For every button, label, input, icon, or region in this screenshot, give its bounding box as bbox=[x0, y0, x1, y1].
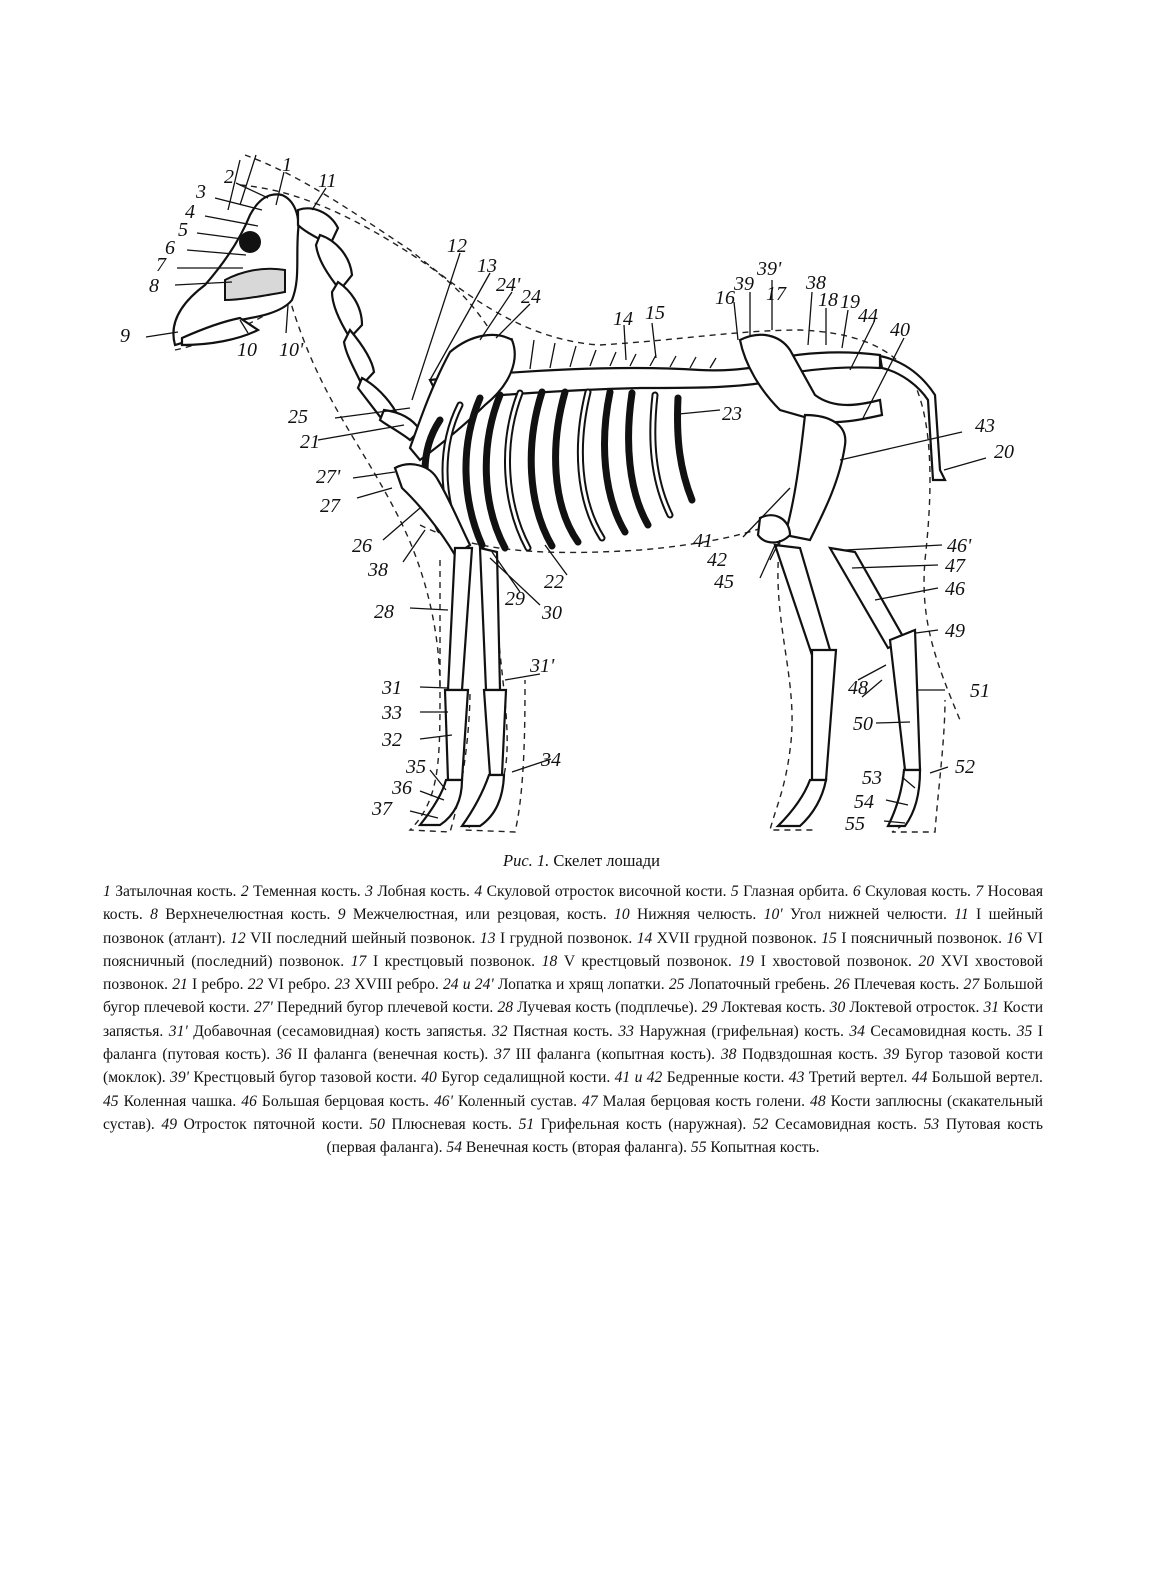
label-20: 20 bbox=[994, 441, 1014, 463]
legend-text: Наружная (грифельная) кость. bbox=[639, 1022, 844, 1040]
legend-number: 20 bbox=[918, 952, 935, 970]
legend-number: 45 bbox=[103, 1092, 119, 1110]
legend-text: VI поясничный (последний) позвонок. bbox=[103, 929, 1043, 970]
label-13: 13 bbox=[477, 255, 497, 277]
label-19: 19 bbox=[840, 291, 860, 313]
legend-text: Большой бугор плечевой кости. bbox=[103, 976, 1043, 1017]
figure-caption bbox=[0, 851, 1163, 871]
legend-text: Копытная кость. bbox=[710, 1139, 820, 1157]
legend-number: 50 bbox=[369, 1115, 385, 1133]
legend-text: Бугор тазовой кости (моклок). bbox=[103, 1046, 1043, 1087]
label-46: 46 bbox=[945, 578, 965, 600]
legend-number: 8 bbox=[150, 906, 158, 924]
label-21: 21 bbox=[300, 431, 320, 453]
legend-number: 13 bbox=[479, 929, 496, 947]
legend-number: 3 bbox=[365, 883, 373, 900]
label-53: 53 bbox=[862, 767, 882, 789]
legend-number: 48 bbox=[810, 1092, 826, 1110]
label-55: 55 bbox=[845, 813, 865, 835]
label-32: 32 bbox=[382, 729, 402, 751]
caption-text: Скелет лошади bbox=[553, 851, 660, 870]
legend-text: Передний бугор плечевой кости. bbox=[276, 999, 494, 1017]
legend-number: 26 bbox=[834, 976, 850, 994]
legend-number: 39 bbox=[883, 1046, 900, 1064]
legend-text: Носовая кость. bbox=[103, 883, 1044, 924]
legend-text: Добавочная (сесамовидная) кость запястья. bbox=[193, 1022, 487, 1040]
legend-text: VII последний шейный позвонок. bbox=[250, 929, 476, 947]
legend-text: Угол нижней челюсти. bbox=[789, 906, 947, 924]
cervical-vertebrae bbox=[298, 208, 420, 440]
label-48: 48 bbox=[848, 677, 868, 699]
legend-text: Большой вертел. bbox=[931, 1069, 1043, 1087]
legend-text: I поясничный позвонок. bbox=[841, 929, 1002, 947]
label-23: 23 bbox=[722, 403, 742, 425]
legend-text: Скуловой отросток височной кости. bbox=[486, 883, 727, 900]
label-44: 44 bbox=[858, 305, 878, 327]
legend-text: Лопатка и хрящ лопатки. bbox=[497, 976, 665, 994]
label-25: 25 bbox=[288, 406, 308, 428]
legend-text: Локтевая кость. bbox=[721, 999, 826, 1017]
label-45: 45 bbox=[714, 571, 734, 593]
legend-text: Отросток пяточной кости. bbox=[183, 1115, 363, 1133]
legend-number: 27' bbox=[253, 999, 273, 1017]
label-54: 54 bbox=[854, 791, 874, 813]
legend-number: 31 bbox=[983, 999, 1000, 1017]
legend-text: Кости заплюсны (скакательный сустав). bbox=[103, 1092, 1043, 1133]
caption-label: Рис. 1. bbox=[503, 851, 550, 870]
label-2: 2 bbox=[224, 166, 234, 188]
label-28: 28 bbox=[374, 601, 394, 623]
legend-text: Сесамовидная кость. bbox=[870, 1022, 1012, 1040]
legend-text: XVI хвостовой позвонок. bbox=[103, 952, 1043, 994]
legend-number: 14 bbox=[636, 929, 653, 947]
label-39: 39 bbox=[734, 273, 754, 295]
legend-number: 38 bbox=[720, 1046, 737, 1064]
legend-number: 40 bbox=[421, 1069, 437, 1087]
legend-number: 6 bbox=[852, 883, 861, 900]
legend-number: 32 bbox=[491, 1022, 508, 1040]
label-12: 12 bbox=[447, 235, 467, 257]
label-51: 51 bbox=[970, 680, 990, 702]
label-22: 22 bbox=[544, 571, 564, 593]
label-49: 49 bbox=[945, 620, 965, 642]
legend-number: 35 bbox=[1016, 1022, 1033, 1040]
legend-number: 46 bbox=[241, 1092, 257, 1110]
legend-text: I хвостовой позвонок. bbox=[760, 952, 912, 970]
label-7: 7 bbox=[156, 254, 166, 276]
label-42: 42 bbox=[707, 549, 727, 571]
label-1: 1 bbox=[282, 154, 292, 176]
label-33: 33 bbox=[382, 702, 402, 724]
label-3: 3 bbox=[196, 181, 206, 203]
legend-text: I грудной позвонок. bbox=[499, 929, 633, 947]
legend-text: Затылочная кость. bbox=[115, 883, 237, 900]
legend-number: 24 и 24' bbox=[443, 976, 494, 994]
head-outline bbox=[175, 300, 440, 690]
legend-text: I фаланга (путовая кость). bbox=[103, 1022, 1043, 1064]
label-47: 47 bbox=[945, 555, 965, 577]
legend-number: 25 bbox=[668, 976, 685, 994]
legend-number: 22 bbox=[247, 976, 264, 994]
legend-text: III фаланга (копытная кость). bbox=[515, 1046, 715, 1064]
legend-number: 11 bbox=[954, 906, 969, 924]
label-40: 40 bbox=[890, 319, 910, 341]
legend-text: Верхнечелюстная кость. bbox=[165, 906, 331, 924]
label-30: 30 bbox=[542, 602, 562, 624]
label-17: 17 bbox=[766, 283, 786, 305]
legend-number: 37 bbox=[494, 1046, 510, 1064]
legend-number: 54 bbox=[446, 1139, 462, 1157]
legend-number: 18 bbox=[541, 952, 558, 970]
label-31-prime: 31' bbox=[530, 655, 555, 677]
legend-text: Бугор седалищной кости. bbox=[441, 1069, 611, 1087]
legend-text: I шейный позвонок (атлант). bbox=[103, 906, 1044, 947]
label-41: 41 bbox=[693, 530, 713, 552]
legend-number: 17 bbox=[350, 952, 367, 970]
legend-number: 10 bbox=[614, 906, 630, 924]
label-6: 6 bbox=[165, 237, 175, 259]
legend-number: 2 bbox=[240, 883, 249, 900]
legend-number: 51 bbox=[518, 1115, 535, 1133]
legend-text: Пястная кость. bbox=[513, 1022, 613, 1040]
legend-number: 5 bbox=[730, 883, 739, 900]
legend-number: 44 bbox=[911, 1069, 928, 1087]
legend-text: Подвздошная кость. bbox=[742, 1046, 878, 1064]
legend-text: Лучевая кость (подплечье). bbox=[517, 999, 698, 1017]
label-34: 34 bbox=[541, 749, 561, 771]
legend-text: Лобная кость. bbox=[377, 883, 470, 900]
label-15: 15 bbox=[645, 302, 665, 324]
label-27: 27 bbox=[320, 495, 340, 517]
legend-text: I крестцовый позвонок. bbox=[372, 952, 536, 970]
label-38: 38 bbox=[806, 272, 826, 294]
legend-number: 28 bbox=[497, 999, 514, 1017]
label-10-prime: 10' bbox=[279, 339, 304, 361]
legend-number: 30 bbox=[829, 999, 846, 1017]
legend-text: Глазная орбита. bbox=[743, 883, 849, 900]
legend-number: 39' bbox=[170, 1069, 189, 1087]
legend-number: 36 bbox=[275, 1046, 292, 1064]
legend-number: 21 bbox=[172, 976, 188, 994]
legend-text: Плюсневая кость. bbox=[391, 1115, 512, 1133]
legend-number: 46' bbox=[434, 1092, 453, 1110]
label-9: 9 bbox=[120, 325, 130, 347]
label-27-prime: 27' bbox=[316, 466, 341, 488]
legend-number: 23 bbox=[334, 976, 351, 994]
label-24-prime: 24' bbox=[496, 274, 521, 296]
legend-text: Большая берцовая кость. bbox=[261, 1092, 429, 1110]
legend-text: V крестцовый позвонок. bbox=[563, 952, 732, 970]
legend-text: Бедренные кости. bbox=[666, 1069, 785, 1087]
legend-paragraph bbox=[103, 880, 1043, 1160]
legend-text: Теменная кость. bbox=[253, 883, 361, 900]
label-24: 24 bbox=[521, 286, 541, 308]
legend-text: Коленная чашка. bbox=[123, 1092, 237, 1110]
legend-text: Третий вертел. bbox=[808, 1069, 908, 1087]
legend-number: 27 bbox=[963, 976, 980, 994]
legend-number: 33 bbox=[618, 1022, 634, 1040]
legend-number: 29 bbox=[701, 999, 718, 1017]
legend-number: 1 bbox=[103, 883, 111, 900]
legend-number: 16 bbox=[1006, 929, 1023, 947]
legend-text: VI ребро. bbox=[267, 976, 331, 994]
legend-text: Коленный сустав. bbox=[457, 1092, 578, 1110]
label-11: 11 bbox=[318, 170, 337, 192]
label-39-prime: 39' bbox=[757, 258, 782, 280]
legend-number: 9 bbox=[337, 906, 346, 924]
legend-number: 4 bbox=[474, 883, 483, 900]
legend-text: Крестцовый бугор тазовой кости. bbox=[193, 1069, 417, 1087]
legend-number: 53 bbox=[923, 1115, 940, 1133]
legend-number: 10' bbox=[763, 906, 783, 924]
legend-text: I ребро. bbox=[191, 976, 244, 994]
label-37: 37 bbox=[372, 798, 392, 820]
legend-text: Межчелюстная, или резцовая, кость. bbox=[352, 906, 607, 924]
label-8: 8 bbox=[149, 275, 159, 297]
label-36: 36 bbox=[392, 777, 412, 799]
label-46-prime: 46' bbox=[947, 535, 972, 557]
legend-text: Лопаточный гребень. bbox=[688, 976, 830, 994]
label-4: 4 bbox=[185, 201, 195, 223]
label-10: 10 bbox=[237, 339, 257, 361]
legend-text: XVII грудной позвонок. bbox=[656, 929, 817, 947]
legend-text: Кости запястья. bbox=[103, 999, 1044, 1040]
legend-number: 12 bbox=[230, 929, 246, 947]
label-50: 50 bbox=[853, 713, 873, 735]
label-38-front: 38 bbox=[368, 559, 388, 581]
legend-number: 43 bbox=[788, 1069, 805, 1087]
legend-text: XVIII ребро. bbox=[354, 976, 439, 994]
label-5: 5 bbox=[178, 219, 188, 241]
label-26: 26 bbox=[352, 535, 372, 557]
legend-number: 7 bbox=[975, 883, 984, 900]
legend-text: Скуловая кость. bbox=[865, 883, 971, 900]
label-43: 43 bbox=[975, 415, 995, 437]
legend-number: 52 bbox=[752, 1115, 769, 1133]
legend-text: Путовая кость (первая фаланга). bbox=[326, 1115, 1043, 1157]
label-35: 35 bbox=[406, 756, 426, 778]
legend-text: Локтевой отросток. bbox=[849, 999, 980, 1017]
legend-text: Сесамовидная кость. bbox=[775, 1115, 918, 1133]
legend-text: Нижняя челюсть. bbox=[636, 906, 757, 924]
legend-number: 31' bbox=[168, 1022, 188, 1040]
legend-number: 49 bbox=[161, 1115, 178, 1133]
legend-number: 55 bbox=[690, 1139, 707, 1157]
legend-text: Венечная кость (вторая фаланга). bbox=[465, 1139, 687, 1157]
legend-number: 19 bbox=[738, 952, 754, 970]
label-31: 31 bbox=[382, 677, 402, 699]
legend-number: 41 и 42 bbox=[614, 1069, 663, 1087]
legend-text: Плечевая кость. bbox=[853, 976, 960, 994]
label-29: 29 bbox=[505, 588, 525, 610]
legend-text: Малая берцовая кость голени. bbox=[602, 1092, 806, 1110]
legend-text: Грифельная кость (наружная). bbox=[540, 1115, 747, 1133]
legend-number: 15 bbox=[821, 929, 837, 947]
legend-number: 47 bbox=[582, 1092, 598, 1110]
legend-text: II фаланга (венечная кость). bbox=[297, 1046, 489, 1064]
label-16: 16 bbox=[715, 287, 735, 309]
label-52: 52 bbox=[955, 756, 975, 778]
legend-number: 34 bbox=[849, 1022, 865, 1040]
label-18: 18 bbox=[818, 289, 838, 311]
label-14: 14 bbox=[613, 308, 633, 330]
